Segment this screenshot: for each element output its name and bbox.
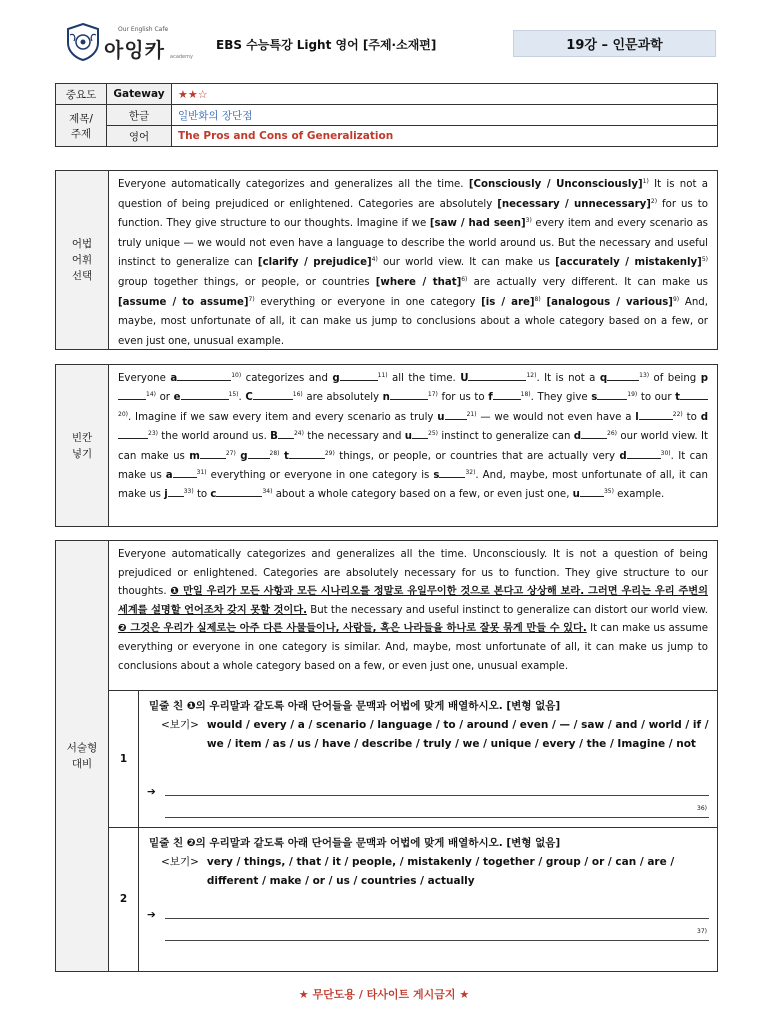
info-table [55,83,718,147]
logo-subtitle-2: academy [170,54,193,60]
marker-1: ❶ [170,586,180,598]
question-2-answer-area[interactable]: ➔ 37) [147,906,709,925]
copyright-footer: ★ 무단도용 / 타사이트 게시금지 ★ [298,988,470,1001]
grammar-choice-section [55,170,718,350]
page-title: EBS 수능특강 Light 영어 [주제·소재편] [216,38,437,52]
korean-label: 한글 [107,105,172,126]
question-2-bogi-label: <보기> [161,855,199,868]
gateway-label: Gateway [107,84,172,105]
korean-title: 일반화의 장단점 [178,109,253,122]
question-1-number: 1 [109,691,139,827]
logo-subtitle: Our English Cafe [118,26,169,33]
question-2-word-bank: very / things, / that / it / people, / mistakenly / together / group / or / can / are / different / make / or / us / countries / actually [206,855,675,887]
arrow-icon: ➔ [147,785,156,798]
question-1 [109,690,717,827]
english-title: The Pros and Cons of Generalization [178,130,394,142]
importance-label: 중요도 [56,84,107,105]
question-1-bogi-label: <보기> [161,718,199,731]
writing-label: 서술형 대비 [56,541,109,971]
logo-text: 아잉카 [104,38,165,62]
writing-section [55,540,718,972]
importance-stars: ★★☆ [178,87,208,101]
writing-passage: Everyone automatically categorizes and generalizes all the time. Unconsciously. It is not a question of being prejudiced or enlightened. Categories are absolutely necessary for us to function. They give structure to our thoughts. ❶ 만일 우리가 모든 사항과 모든 시나리오를 정말로 유일무이한 것으로 본다고 상상해 보라. 그러면 우리는 우리 주변의 세계를 설명할 언어조차 갖지 못할 것이다. But the necessary and useful instinct to generalize can distort our world view. ❷ 그것은 우리가 실제로는 아주 다른 사물들이나, 사람들, 혹은 나라들을 하나로 잘못 묶게 만들 수 있다. It can make us assume everything or everyone in one category is similar. And, maybe, most unfortunate of all, it can make us jump to conclusions about a whole category based on a few, or even just one, unusual example. [118,549,708,672]
marker-2: ❷ [118,623,127,635]
grammar-choice-label: 어법 어휘 선택 [56,171,109,349]
fill-blank-section [55,364,718,527]
question-2-instruction: 밑줄 친 ❷의 우리말과 같도록 아래 단어들을 문맥과 어법에 맞게 배열하시오. [변형 없음] [149,836,561,849]
question-1-answer-area[interactable]: ➔ 36) [147,783,709,802]
question-2-number: 2 [109,828,139,972]
arrow-icon: ➔ [147,908,156,921]
underlined-sentence-1: 만일 우리가 모든 사항과 모든 시나리오를 정말로 유일무이한 것으로 본다고 상상해 보라. 그러면 우리는 우리 주변의 세계를 설명할 언어조차 갖지 못할 것이다. [118,586,708,616]
underlined-sentence-2: 그것은 우리가 실제로는 아주 다른 사물들이나, 사람들, 혹은 나라들을 하나로 잘못 묶게 만들 수 있다. [126,623,587,635]
logo-shield-icon [66,23,100,61]
grammar-choice-passage: Everyone automatically categorizes and generalizes all the time. [Consciously / Unconsciously]$^{1)}$ It is not a question of being prejudiced or enlightened. Categories are absolutely [necessary / unnecessary]$^{2)}$ for us to function. They give structure to our thoughts. Imagine if we [saw / had seen]$^{3)}$ every item and every scenario as truly unique — we would not even have a language to describe the world around us. But the necessary and useful instinct to generalize can [clarify / prejudice]$^{4)}$ our world view. It can make us [accurately / mistakenly]$^{5)}$ group together things, or people, or countries [where / that]$^{6)}$ are actually very different. It can make us [assume / to assume]$^{7)}$ everything or everyone in one category [is / are]$^{8)}$ [analogous / various]$^{9)}$ And, maybe, most unfortunate of all, it can make us jump to conclusions about a whole category based on a few, or even just one, unusual example. [118,178,708,347]
fill-blank-label: 빈칸 넣기 [56,365,109,526]
topic-label: 제목/ 주제 [56,105,107,147]
question-1-instruction: 밑줄 친 ❶의 우리말과 같도록 아래 단어들을 문맥과 어법에 맞게 배열하시오. [변형 없음] [149,699,561,712]
question-1-word-bank: would / every / a / scenario / language / to / around / even / — / saw / and / world / if / we / item / as / us / have / describe / truly / we / unique / every / the / Imagine / not [206,718,709,750]
question-2 [109,827,717,972]
lesson-badge: 19강 – 인문과학 [513,30,716,57]
fill-blank-passage: Everyone a $^{10)}$ categorizes and g $^{11)}$ all the time. U $^{12)}$. It is not a q $^{13)}$ of being $p^{14)}$ or e $^{15)}$. C $^{16)}$ are absolutely n $^{17)}$ for us to f $^{18)}$. They give s $^{19)}$ to our $t^{20)}$. Imagine if we saw every item and every scenario as truly u $^{21)}$ — we would not even have a l $^{22)}$ to $d^{23)}$ the world around us. B $^{24)}$ the necessary and u $^{25)}$ instinct to generalize can d $^{26)}$ our world view. It can make us m $^{27)}$ g $^{28)}$ t $^{29)}$ things, or people, or countries that are actually very d $^{30)}$. It can make us a $^{31)}$ everything or everyone in one category is s $^{32)}$. And, maybe, most unfortunate of all, it can make us j $^{33)}$ to c $^{34)}$ about a whole category based on a few, or even just one, u $^{35)}$ example. [109,365,717,526]
english-label: 영어 [107,126,172,147]
